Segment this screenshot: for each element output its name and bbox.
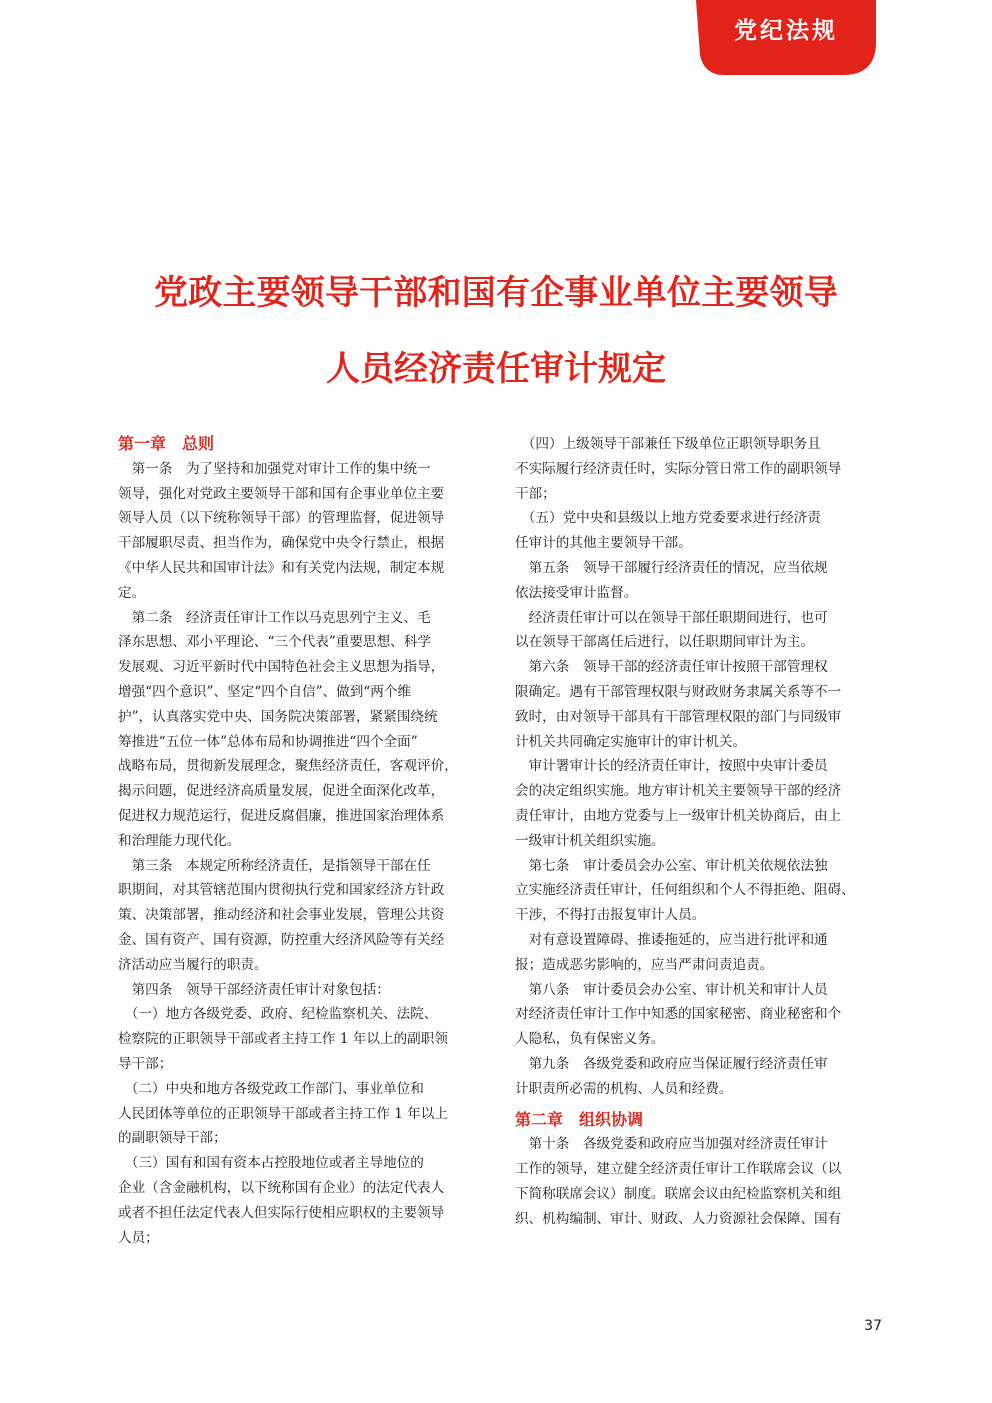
paragraph: 第七条 审计委员会办公室、审计机关依规依法独 立实施经济责任审计，任何组织和个人不得拒绝、阻碍、 干涉，不得打击报复审计人员。 [515,857,855,924]
chapter-heading: 第一章 总则 [118,434,215,453]
paragraph: 第十条 各级党委和政府应当加强对经济责任审计 工作的领导，建立健全经济责任审计工作联席会议（以 下简称联席会议）制度。联席会议由纪检监察机关和组 织、机构编制、审计、财政、人力资源社会保障、国有 [515,1136,842,1227]
section-tab [696,0,876,75]
paragraph: 第五条 领导干部履行经济责任的情况，应当依规 依法接受审计监督。 [515,559,828,601]
paragraph: 第二条 经济责任审计工作以马克思列宁主义、毛 泽东思想、邓小平理论、“三个代表”重要思想、科学 发展观、习近平新时代中国特色社会主义思想为指导， 增强“四个意识”、坚定“四个自信”、做到“两个维 护”，认真落实党中央、国务院决策部署，紧紧围绕统 筹推进“五位一体”总体布局和协调推进“四个全面” 战略布局，贯彻新发展理念，聚焦经济责任，客观评价， 揭示问题，促进经济高质量发展，促进全面深化改革， 促进权力规范运行，促进反腐倡廉，推进国家治理体系 和治理能力现代化。 [118,609,458,849]
right-column [515,432,877,1232]
paragraph: 第九条 各级党委和政府应当保证履行经济责任审 计职责所必需的机构、人员和经费。 [515,1055,828,1097]
paragraph: 经济责任审计可以在领导干部任职期间进行，也可 以在领导干部离任后进行，以任职期间审计为主。 [515,609,828,651]
paragraph: （一）地方各级党委、政府、纪检监察机关、法院、 检察院的正职领导干部或者主持工作 1 年以上的副职领 导干部； [118,1006,448,1072]
page-number: 37 [864,1318,882,1334]
article-title-line-1: 党政主要领导干部和国有企事业单位主要领导 [154,273,838,313]
paragraph: 第一条 为了坚持和加强党对审计工作的集中统一 领导，强化对党政主要领导干部和国有企事业单位主要 领导人员（以下统称领导干部）的管理监督，促进领导 干部履职尽责、担当作为，确保党中央令行禁止，根据 《中华人民共和国审计法》和有关党内法规，制定本规 定。 [118,460,445,601]
left-column [118,432,480,1250]
paragraph: 对有意设置障碍、推诿拖延的，应当进行批评和通 报；造成恶劣影响的，应当严肃问责追责。 [515,931,828,973]
paragraph: 第六条 领导干部的经济责任审计按照干部管理权 限确定。遇有干部管理权限与财政财务隶属关系等不一 致时，由对领导干部具有干部管理权限的部门与同级审 计机关共同确定实施审计的审计机关。 [515,659,842,750]
paragraph: 审计署审计长的经济责任审计，按照中央审计委员 会的决定组织实施。地方审计机关主要领导干部的经济 责任审计，由地方党委与上一级审计机关协商后，由上 一级审计机关组织实施。 [515,758,842,849]
paragraph: （四）上级领导干部兼任下级单位正职领导职务且 不实际履行经济责任时，实际分管日常工作的副职领导 干部； [515,436,842,502]
paragraph: （五）党中央和县级以上地方党委要求进行经济责 任审计的其他主要领导干部。 [515,510,821,552]
paragraph: （二）中央和地方各级党政工作部门、事业单位和 人民团体等单位的正职领导干部或者主持工作 1 年以上 的副职领导干部； [118,1080,448,1147]
paragraph: （三）国有和国有资本占控股地位或者主导地位的 企业（含金融机构，以下统称国有企业）的法定代表人 或者不担任法定代表人但实际行使相应职权的主要领导 人员； [118,1155,445,1246]
paragraph: 第四条 领导干部经济责任审计对象包括： [118,981,390,998]
article-title-line-2: 人员经济责任审计规定 [326,349,666,389]
paragraph: 第八条 审计委员会办公室、审计机关和审计人员 对经济责任审计工作中知悉的国家秘密、商业秘密和个 人隐私，负有保密义务。 [515,981,842,1048]
section-tab-label: 党纪法规 [734,18,838,44]
chapter-heading: 第二章 组织协调 [515,1109,644,1129]
paragraph: 第三条 本规定所称经济责任，是指领导干部在任 职期间，对其管辖范围内贯彻执行党和国家经济方针政 策、决策部署，推动经济和社会事业发展，管理公共资 金、国有资产、国有资源，防控重大经济风险等有关经 济活动应当履行的职责。 [118,857,445,973]
